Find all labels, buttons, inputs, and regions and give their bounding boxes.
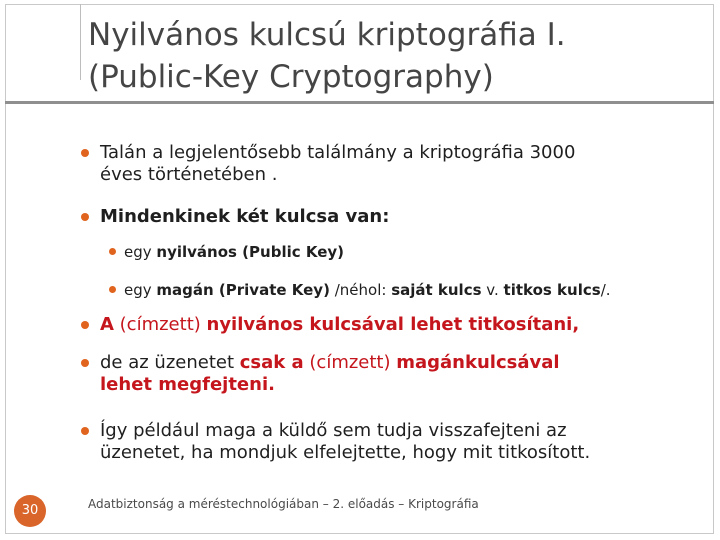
bullet-1	[100, 142, 575, 186]
sub-bullet-2-prefix: egy	[124, 281, 157, 299]
bullet-4-d: magánkulcsával	[396, 352, 560, 373]
page-number-badge: 30	[14, 495, 46, 527]
bullet-4-line-2: lehet megfejteni.	[100, 374, 275, 395]
bullet-4	[100, 352, 560, 396]
sub-bullet-1-bold: nyilvános (Public Key)	[156, 243, 345, 261]
title-underline	[5, 101, 714, 104]
bullet-3-a: A	[100, 314, 114, 335]
bullet-4-line-1	[100, 352, 560, 374]
bullet-1-line-2: éves történetében .	[100, 164, 278, 185]
sub-bullet-2-mid-1: /néhol:	[329, 281, 392, 299]
bullet-3-b: (címzett)	[113, 314, 207, 335]
bullet-dot-icon	[81, 321, 89, 329]
sub-bullet-2	[124, 281, 611, 299]
bullet-5	[100, 420, 590, 464]
bullet-dot-icon	[81, 427, 89, 435]
bullet-2	[100, 206, 389, 228]
bullet-dot-icon	[81, 149, 89, 157]
bullet-2-text: Mindenkinek két kulcsa van:	[100, 206, 390, 227]
title-line-1: Nyilvános kulcsú kriptográfia I.	[88, 17, 566, 53]
bullet-1-line-1: Talán a legjelentősebb találmány a kriptográfia 3000	[100, 142, 576, 163]
bullet-5-line-1: Így például maga a küldő sem tudja visszafejteni az	[100, 420, 567, 441]
sub-bullet-dot-icon	[109, 286, 116, 293]
bullet-dot-icon	[81, 359, 89, 367]
bullet-3	[100, 314, 579, 336]
sub-bullet-2-bold-3: titkos kulcs	[503, 281, 601, 299]
sub-bullet-1-prefix: egy	[124, 243, 157, 261]
title-divider-vertical	[80, 4, 81, 80]
bullet-4-c: (címzett)	[303, 352, 397, 373]
sub-bullet-2-bold-2: saját kulcs	[391, 281, 482, 299]
sub-bullet-2-mid-2: v.	[481, 281, 504, 299]
slide-title	[88, 14, 566, 98]
sub-bullet-dot-icon	[109, 248, 116, 255]
bullet-4-b: csak a	[239, 352, 304, 373]
footer-text: Adatbiztonság a méréstechnológiában – 2. előadás – Kriptográfia	[88, 497, 479, 511]
sub-bullet-1	[124, 243, 344, 261]
bullet-5-line-2: üzenetet, ha mondjuk elfelejtette, hogy mit titkosított.	[100, 442, 591, 463]
bullet-3-c: nyilvános kulcsával lehet titkosítani,	[206, 314, 580, 335]
bullet-4-a: de az üzenetet	[100, 352, 240, 373]
sub-bullet-2-end: /.	[600, 281, 611, 299]
sub-bullet-2-bold-1: magán (Private Key)	[156, 281, 330, 299]
bullet-dot-icon	[81, 213, 89, 221]
bullet-3-line	[100, 314, 579, 336]
title-line-2: (Public-Key Cryptography)	[88, 59, 494, 95]
